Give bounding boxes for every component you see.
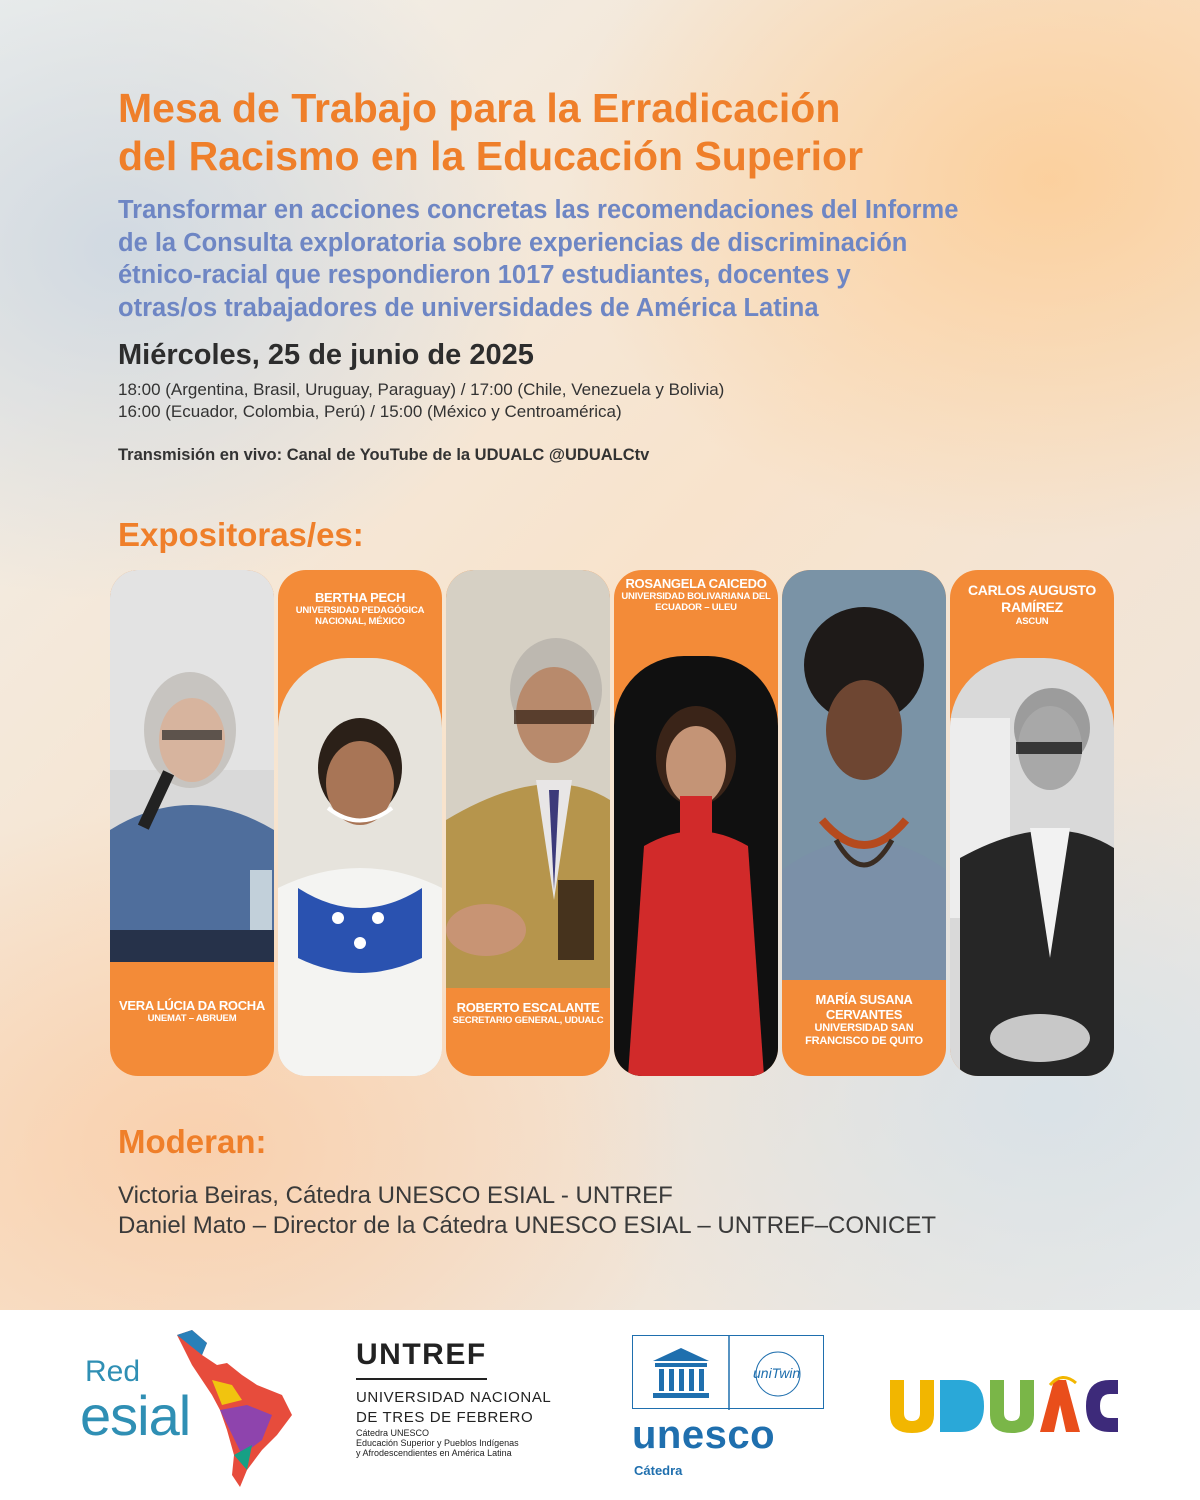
unesco-catedra: Cátedra	[634, 1463, 683, 1478]
unesco-logo	[632, 1335, 832, 1485]
untref-line-2: DE TRES DE FEBRERO	[356, 1409, 534, 1426]
title-line-1: Mesa de Trabajo para la Erradicación	[118, 85, 841, 131]
moderator-line: Victoria Beiras, Cátedra UNESCO ESIAL - UNTREF	[118, 1182, 673, 1209]
speaker-affiliation: UNIVERSIDAD SAN FRANCISCO DE QUITO	[805, 1022, 923, 1047]
speaker-name: MARÍA SUSANA CERVANTES	[815, 992, 913, 1022]
red-esial-red: Red	[85, 1355, 141, 1388]
speakers-row	[110, 570, 1116, 1078]
speaker-card	[614, 570, 778, 1076]
speaker-label	[618, 576, 774, 613]
speaker-name: BERTHA PECH	[314, 590, 406, 605]
speaker-affiliation: ASCUN	[1015, 616, 1049, 627]
event-title	[118, 84, 1118, 180]
speaker-photo	[110, 570, 274, 962]
subtitle-line-3: étnico-racial que respondieron 1017 estudiantes, docentes y	[118, 261, 851, 289]
unesco-word: unesco	[632, 1413, 776, 1457]
subtitle-line-2: de la Consulta exploratoria sobre experiencias de discriminación	[118, 228, 908, 257]
speaker-label	[114, 998, 270, 1024]
speaker-card	[782, 570, 946, 1076]
untref-line-3: Cátedra UNESCO	[356, 1428, 430, 1438]
stream-info: Transmisión en vivo: Canal de YouTube de la UDUALC @UDUALCtv	[118, 446, 650, 464]
speaker-photo	[782, 570, 946, 980]
event-subtitle	[118, 194, 1128, 324]
speaker-name: CARLOS AUGUSTO RAMÍREZ	[967, 582, 1097, 615]
udualc-logo	[890, 1375, 1120, 1435]
speaker-label	[786, 992, 942, 1047]
speaker-card	[950, 570, 1114, 1076]
udualc-wordmark-icon	[890, 1375, 1120, 1435]
speaker-affiliation: SECRETARIO GENERAL, UDUALC	[452, 1015, 604, 1026]
moderators-heading: Moderan:	[118, 1123, 267, 1160]
speaker-photo	[950, 658, 1114, 1076]
speaker-affiliation: UNIVERSIDAD BOLIVARIANA DEL ECUADOR – ULEU	[621, 591, 771, 613]
speaker-name: VERA LÚCIA DA ROCHA	[119, 998, 265, 1013]
unesco-emblem	[632, 1335, 824, 1409]
speaker-affiliation: UNEMAT – ABRUEM	[147, 1013, 237, 1024]
time-line-1: 18:00 (Argentina, Brasil, Uruguay, Paraguay) / 17:00 (Chile, Venezuela y Bolivia)	[118, 380, 725, 399]
untref-line-1: UNIVERSIDAD NACIONAL	[356, 1389, 552, 1406]
logo-footer	[0, 1310, 1200, 1500]
speaker-name: ROSANGELA CAICEDO	[625, 576, 767, 591]
speaker-label	[450, 1000, 606, 1026]
speaker-photo	[446, 570, 610, 988]
subtitle-line-4: otras/os trabajadores de universidades de América Latina	[118, 293, 819, 322]
speaker-label	[282, 590, 438, 627]
untref-line-4: Educación Superior y Pueblos Indígenas	[356, 1438, 519, 1448]
speaker-card	[278, 570, 442, 1076]
event-date: Miércoles, 25 de junio de 2025	[118, 339, 534, 371]
time-line-2: 16:00 (Ecuador, Colombia, Perú) / 15:00 (México y Centroamérica)	[118, 402, 622, 421]
speaker-photo	[278, 658, 442, 1076]
speakers-heading: Expositoras/es:	[118, 516, 364, 553]
event-times	[118, 379, 1018, 423]
unesco-temple-icon	[633, 1336, 825, 1410]
red-esial-logo	[80, 1325, 310, 1490]
speaker-card	[446, 570, 610, 1076]
latin-america-map-icon	[172, 1325, 302, 1490]
speaker-affiliation: UNIVERSIDAD PEDAGÓGICA NACIONAL, MÉXICO	[295, 605, 425, 627]
red-esial-esial: esial	[80, 1384, 191, 1447]
untref-brand: UNTREF	[356, 1338, 487, 1380]
untref-line-5: y Afrodescendientes en América Latina	[356, 1448, 512, 1458]
speaker-label	[954, 582, 1110, 627]
unitwin-text: uniTwin	[753, 1365, 801, 1381]
speaker-photo	[614, 656, 778, 1076]
moderators-list	[118, 1181, 1118, 1241]
speaker-card	[110, 570, 274, 1076]
moderator-line: Daniel Mato – Director de la Cátedra UNESCO ESIAL – UNTREF–CONICET	[118, 1212, 937, 1239]
title-line-2: del Racismo en la Educación Superior	[118, 133, 864, 179]
subtitle-line-1: Transformar en acciones concretas las recomendaciones del Informe	[118, 196, 959, 224]
speaker-name: ROBERTO ESCALANTE	[456, 1000, 600, 1015]
untref-logo	[356, 1338, 596, 1458]
